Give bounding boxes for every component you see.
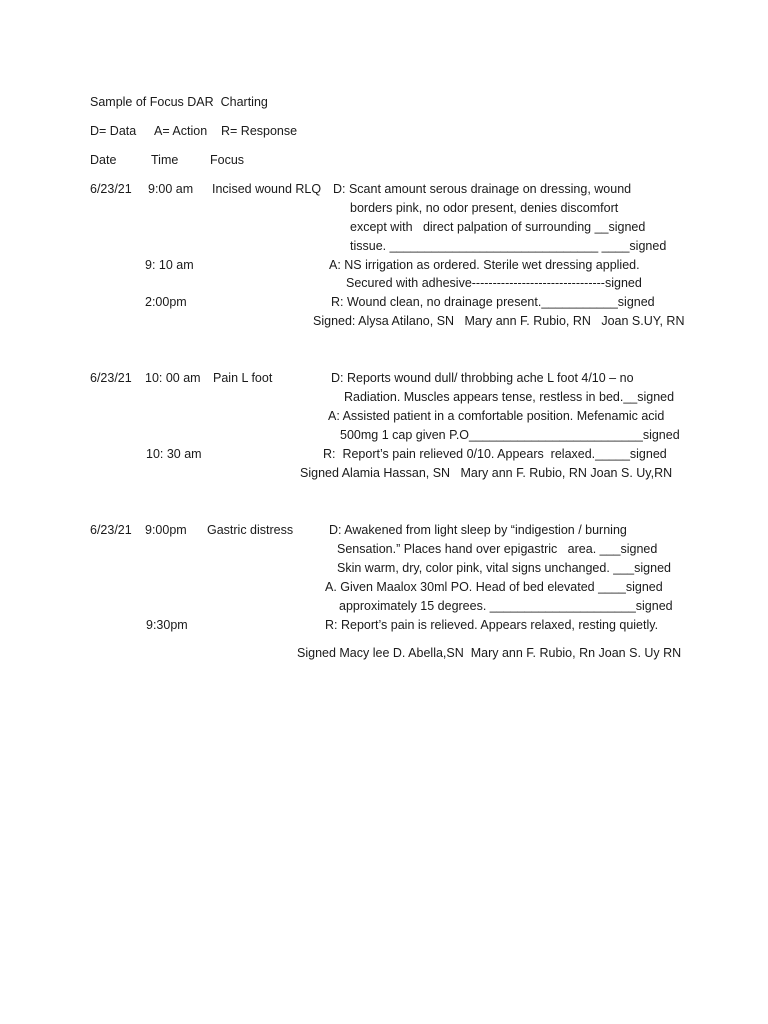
entry-line: except with direct palpation of surrounding __signed bbox=[350, 220, 646, 234]
entry-date: 6/23/21 bbox=[90, 182, 132, 196]
header-time: Time bbox=[151, 153, 179, 167]
entry-signature: Signed Macy lee D. Abella,SN Mary ann F. Rubio, Rn Joan S. Uy RN bbox=[297, 646, 682, 660]
entry-time: 9:30pm bbox=[146, 618, 188, 632]
header-focus: Focus bbox=[210, 153, 245, 167]
entry-line: Radiation. Muscles appears tense, restless in bed.__signed bbox=[344, 390, 675, 404]
entry-focus: Pain L foot bbox=[213, 371, 273, 385]
entry-line: D: Awakened from light sleep by “indigestion / burning bbox=[329, 523, 627, 537]
entry-line: approximately 15 degrees. _____________________signed bbox=[339, 599, 673, 613]
entry-time: 9: 10 am bbox=[145, 258, 194, 272]
legend-action: A= Action bbox=[154, 124, 208, 138]
entry-signature: Signed: Alysa Atilano, SN Mary ann F. Rubio, RN Joan S.UY, RN bbox=[313, 314, 685, 328]
entry-line: tissue. ______________________________ ____signed bbox=[350, 239, 667, 253]
entry-line: 500mg 1 cap given P.O_________________________signed bbox=[340, 428, 680, 442]
entry-date: 6/23/21 bbox=[90, 523, 132, 537]
entry-focus: Incised wound RLQ bbox=[212, 182, 322, 196]
entry-line: Sensation.” Places hand over epigastric area. ___signed bbox=[337, 542, 658, 556]
entry-time: 9:00pm bbox=[145, 523, 187, 537]
entry-line: Skin warm, dry, color pink, vital signs unchanged. ___signed bbox=[337, 561, 671, 575]
entry-focus: Gastric distress bbox=[207, 523, 294, 537]
entry-line: Secured with adhesive--------------------------------signed bbox=[346, 276, 642, 290]
entry-line: D: Scant amount serous drainage on dressing, wound bbox=[333, 182, 632, 196]
header-date: Date bbox=[90, 153, 117, 167]
entry-line: A: Assisted patient in a comfortable position. Mefenamic acid bbox=[328, 409, 665, 423]
entry-line: R: Report’s pain relieved 0/10. Appears relaxed._____signed bbox=[323, 447, 667, 461]
entry-line: D: Reports wound dull/ throbbing ache L foot 4/10 – no bbox=[331, 371, 634, 385]
entry-date: 6/23/21 bbox=[90, 371, 132, 385]
entry-line: borders pink, no odor present, denies discomfort bbox=[350, 201, 619, 215]
entry-time: 10: 00 am bbox=[145, 371, 201, 385]
entry-line: A: NS irrigation as ordered. Sterile wet dressing applied. bbox=[329, 258, 640, 272]
entry-line: A. Given Maalox 30ml PO. Head of bed elevated ____signed bbox=[325, 580, 663, 594]
entry-time: 2:00pm bbox=[145, 295, 187, 309]
document-title: Sample of Focus DAR Charting bbox=[90, 95, 268, 109]
legend-data: D= Data bbox=[90, 124, 137, 138]
entry-signature: Signed Alamia Hassan, SN Mary ann F. Rubio, RN Joan S. Uy,RN bbox=[300, 466, 673, 480]
entry-time: 9:00 am bbox=[148, 182, 194, 196]
entry-line: R: Report’s pain is relieved. Appears relaxed, resting quietly. bbox=[325, 618, 659, 632]
entry-time: 10: 30 am bbox=[146, 447, 202, 461]
entry-line: R: Wound clean, no drainage present.___________signed bbox=[331, 295, 655, 309]
legend-response: R= Response bbox=[221, 124, 298, 138]
